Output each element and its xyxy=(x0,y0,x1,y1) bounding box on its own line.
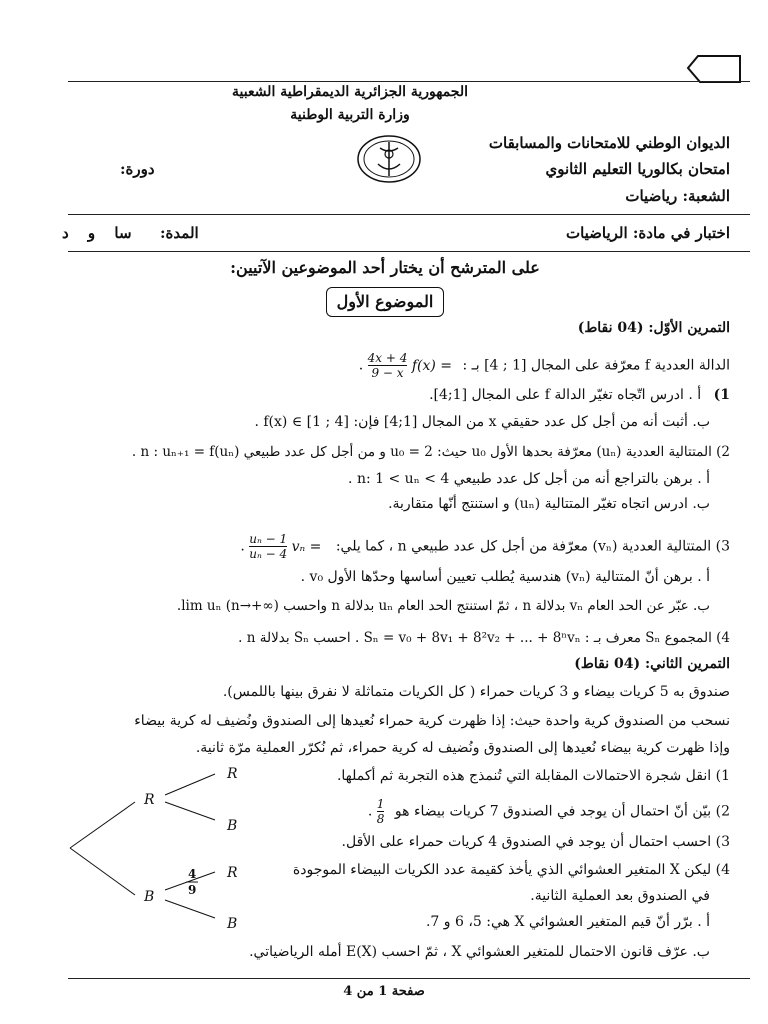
ex2-q4: 4) ليكن X المتغير العشوائي الذي يأخذ كقيمة عدد الكريات البيضاء الموجودة xyxy=(292,862,730,878)
corner-bracket-icon xyxy=(686,54,742,84)
ex2-q2-row: 2) بيّن أنّ احتمال أن يوجد في الصندوق 7 كريات بيضاء هو $\frac{1}{8}$ . xyxy=(367,797,730,826)
ex2-p2: نسحب من الصندوق كرية واحدة حيث: إذا ظهرت كرية حمراء نُعيدها إلى الصندوق ونُضيف له كرية بيضاء xyxy=(134,713,730,729)
q2-denominator: 8 xyxy=(376,812,385,826)
subject-title: الموضوع الأول xyxy=(326,287,444,317)
vn-numerator: uₙ − 1 xyxy=(249,532,288,546)
q2-fraction xyxy=(377,797,385,826)
session-label: دورة: xyxy=(120,160,155,178)
fx-numerator: 4x + 4 xyxy=(367,351,408,365)
vn-denominator: uₙ − 4 xyxy=(249,547,288,561)
ex2-q3: 3) احسب احتمال أن يوجد في الصندوق 4 كريات حمراء على الأقل. xyxy=(341,834,730,850)
ex1-q1a: أ . ادرس اتّجاه تغيّر الدالة f على المجال [1;4]. xyxy=(429,387,702,403)
fx-denominator: 9 − x xyxy=(371,366,404,380)
ex2-q4-a: أ . برّر أنّ قيم المتغير العشوائي X هي: 5، 6 و 7. xyxy=(425,914,710,930)
ex2-q4-c: ب. عرّف قانون الاحتمال للمتغير العشوائي X ، ثمّ احسب E(X) أمله الرياضياتي. xyxy=(249,944,710,960)
header-rule xyxy=(68,214,750,215)
exam-title: امتحان بكالوريا التعليم الثانوي xyxy=(545,160,730,178)
ex1-q2a: أ . برهن بالتراجع أنه من أجل كل عدد طبيعي n: 1 < uₙ < 4 . xyxy=(348,471,710,487)
q2-numerator: 1 xyxy=(376,797,385,811)
tree-leaf-r-b: B xyxy=(227,818,238,834)
duration-value: سا و د xyxy=(62,224,132,242)
ex2-title: التمرين الثاني: (04 نقاط) xyxy=(574,656,730,672)
ex1-intro-row: الدالة العددية f معرّفة على المجال [1 ; 4] بـ : f(x) = $\frac{4x + 4}{9 - x}$ . xyxy=(358,351,730,380)
instructions: على المترشح أن يختار أحد الموضوعين الآتيين: xyxy=(230,258,540,277)
tree-node-r: R xyxy=(144,792,155,808)
tree-edge-r-b xyxy=(165,802,215,820)
ex2-q1: 1) انقل شجرة الاحتمالات المقابلة التي تُنمذج هذه التجربة ثم أكملها. xyxy=(336,768,730,784)
ex1-intro: الدالة العددية f معرّفة على المجال [1 ; 4] بـ : xyxy=(462,357,730,374)
fx-fraction xyxy=(368,351,408,380)
ex1-q3a: أ . برهن أنّ المتتالية (vₙ) هندسية يُطلب تعيين أساسها وحدّها الأول v₀ . xyxy=(300,569,710,585)
ministry-title: وزارة التربية الوطنية xyxy=(290,107,410,123)
ex1-q1-number: 1) xyxy=(713,387,730,403)
ex1-title: التمرين الأوّل: (04 نقاط) xyxy=(577,320,730,336)
tree-edge-root-r xyxy=(70,802,135,848)
ex2-p3: وإذا ظهرت كرية بيضاء نُعيدها إلى الصندوق ونُضيف له كرية حمراء، ثم نُكرّر العملية مرّة ثانية. xyxy=(195,740,730,756)
ex2-q2: 2) بيّن أنّ احتمال أن يوجد في الصندوق 7 كريات بيضاء هو xyxy=(394,803,730,820)
vn-fraction xyxy=(249,532,287,561)
ex2-q4b: في الصندوق بعد العملية الثانية. xyxy=(530,888,710,904)
ex1-q4: 4) المجموع Sₙ معرف بـ : Sₙ = v₀ + 8v₁ + 8²v₂ + ... + 8ⁿvₙ . احسب Sₙ بدلالة n . xyxy=(238,630,730,646)
probability-tree xyxy=(60,760,260,940)
ex1-q3: 3) المتتالية العددية (vₙ) معرّفة من أجل كل عدد طبيعي n ، كما يلي: xyxy=(335,538,730,555)
tree-edge-r-r xyxy=(165,774,215,795)
ex1-q1-row xyxy=(30,387,730,403)
ex1-q3-row: 3) المتتالية العددية (vₙ) معرّفة من أجل كل عدد طبيعي n ، كما يلي: vₙ = $\frac{\text{uₙ − 1}}{\text{uₙ − 4}}$ . xyxy=(240,532,730,561)
ex1-q1b: ب. أثبت أنه من أجل كل عدد حقيقي x من المجال [1;4] فإن: f(x) ∈ [1 ; 4] . xyxy=(254,414,710,430)
top-rule xyxy=(68,81,750,82)
subject-label: اختبار في مادة: الرياضيات xyxy=(565,224,730,242)
subject-rule xyxy=(68,251,750,252)
page-footer: صفحة 1 من 4 xyxy=(343,984,425,999)
ex2-p1: صندوق به 5 كريات بيضاء و 3 كريات حمراء ( كل الكريات متماثلة لا نفرق بينها باللمس). xyxy=(222,684,730,700)
ex1-q2: 2) المتتالية العددية (uₙ) معرّفة بحدها الأول u₀ حيث: u₀ = 2 و من أجل كل عدد طبيعي n : uₙ₊₁ = f(uₙ) . xyxy=(131,444,730,460)
tree-edge-numerator: 4 xyxy=(188,867,197,881)
tree-leaf-r-r: R xyxy=(227,766,238,782)
ex1-q2b: ب. ادرس اتجاه تغيّر المتتالية (uₙ) و استنتج أنّها متقاربة. xyxy=(388,496,710,512)
fx-lhs: f(x) = xyxy=(411,357,453,374)
tree-edge-root-b xyxy=(70,848,135,895)
ex1-q3b: ب. عبّر عن الحد العام vₙ بدلالة n ، ثمّ استنتج الحد العام uₙ بدلالة n واحسب lim uₙ (n→+∞). xyxy=(176,598,710,614)
tree-leaf-b-r: R xyxy=(227,865,238,881)
office-title: الديوان الوطني للامتحانات والمسابقات xyxy=(488,134,730,152)
tree-node-b: B xyxy=(144,889,155,905)
republic-title: الجمهورية الجزائرية الديمقراطية الشعبية xyxy=(231,84,468,100)
branch-label: الشعبة: رياضيات xyxy=(625,187,730,205)
tree-leaf-b-b: B xyxy=(227,916,238,932)
emblem-icon xyxy=(356,134,422,184)
footer-rule xyxy=(68,978,750,979)
vn-lhs: vₙ = xyxy=(291,538,322,555)
duration-label: المدة: xyxy=(160,224,199,242)
tree-edge-b-b xyxy=(165,900,215,918)
tree-edge-denominator: 9 xyxy=(188,883,197,897)
